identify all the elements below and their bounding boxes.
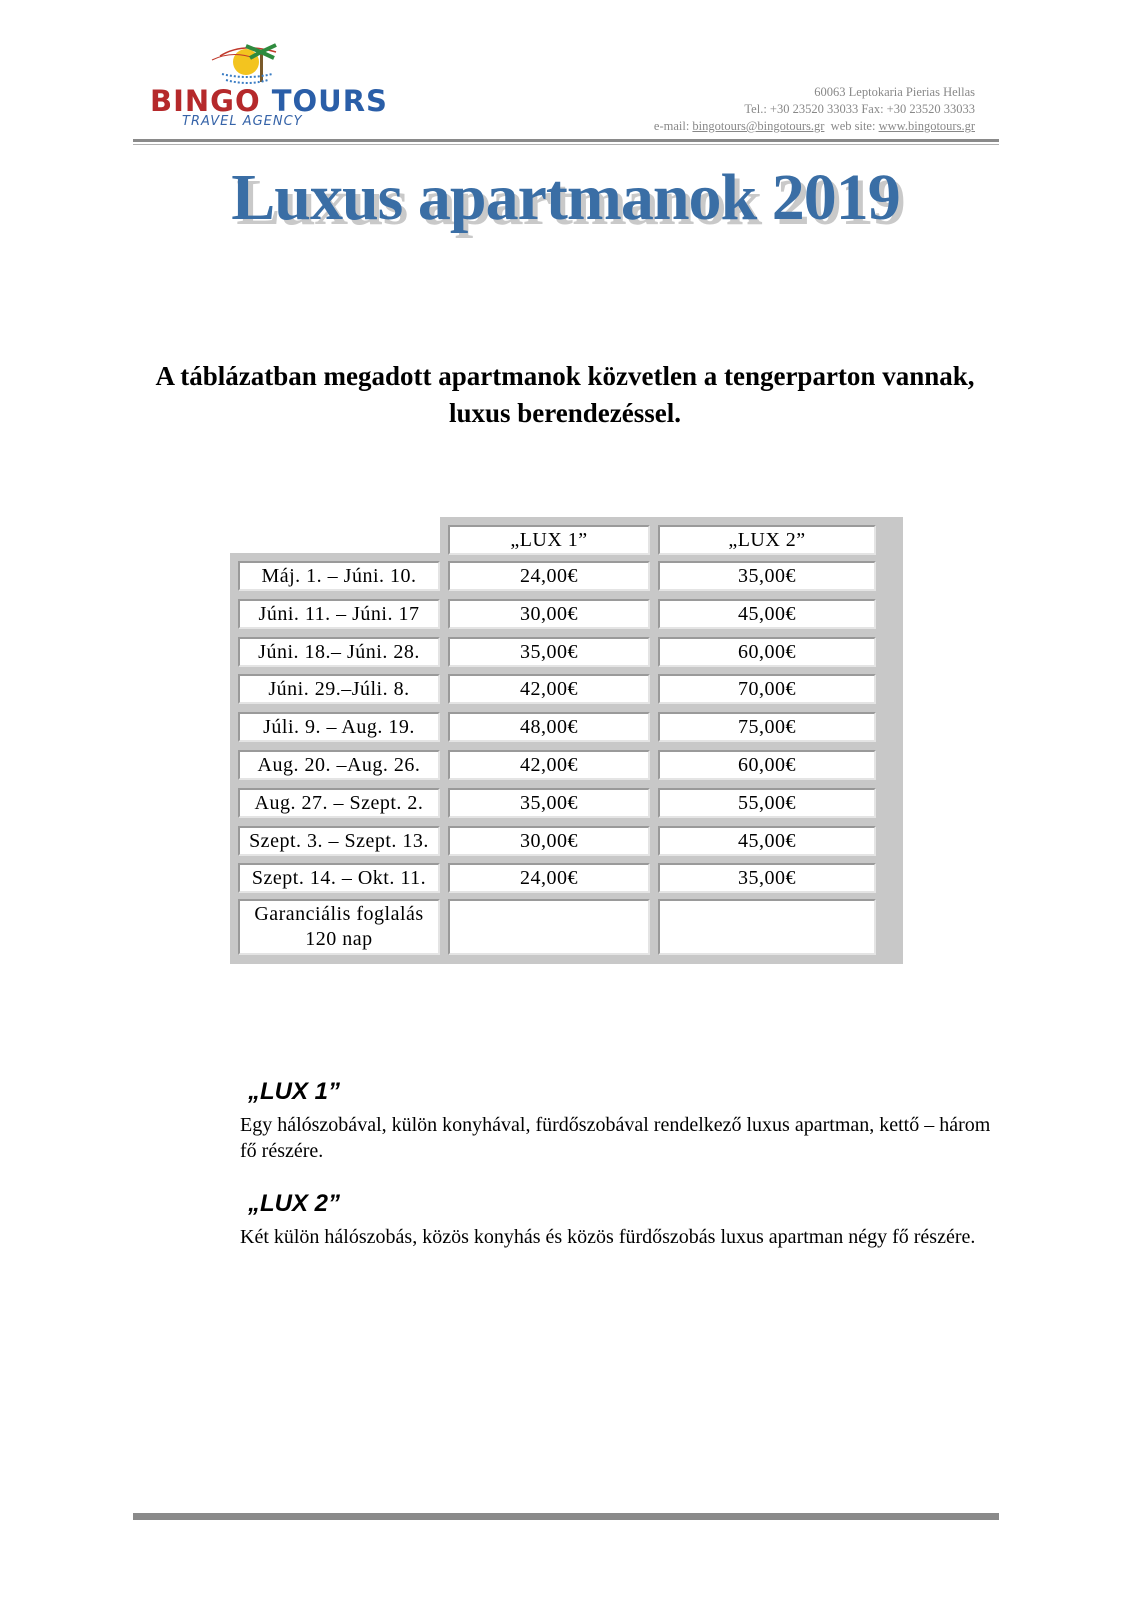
lux2-price-cell: 60,00€: [658, 750, 876, 780]
header-lux1: „LUX 1”: [448, 525, 650, 555]
lux2-price-cell: 55,00€: [658, 788, 876, 818]
lux2-description: Két külön hálószobás, közös konyhás és közös fürdőszobás luxus apartman négy fő részére.: [240, 1226, 976, 1248]
lux2-price-cell: 45,00€: [658, 826, 876, 856]
contact-block: [654, 84, 975, 135]
lux2-price-cell: 60,00€: [658, 637, 876, 667]
brand-part2: TOURS: [271, 84, 388, 118]
lux2-price-cell: 35,00€: [658, 863, 876, 893]
guarantee-lux1-cell: [448, 899, 650, 955]
brand-part1: BINGO: [150, 84, 261, 118]
intro-text: A táblázatban megadott apartmanok közvetlen a tengerparton vannak, luxus berendezéssel.: [155, 361, 975, 428]
period-cell: Júni. 11. – Júni. 17: [238, 599, 440, 629]
header-divider: [133, 139, 999, 142]
period-cell: Júni. 29.–Júli. 8.: [238, 674, 440, 704]
period-cell: Szept. 3. – Szept. 13.: [238, 826, 440, 856]
web-label: web site:: [830, 119, 876, 133]
period-cell: Aug. 20. –Aug. 26.: [238, 750, 440, 780]
lux1-price-cell: 24,00€: [448, 863, 650, 893]
lux2-price-cell: 45,00€: [658, 599, 876, 629]
email-label: e-mail:: [653, 119, 690, 133]
phone-fax: Tel.: +30 23520 33033 Fax: +30 23520 33033: [744, 102, 975, 116]
email-web-line: [654, 118, 975, 135]
period-cell: Aug. 27. – Szept. 2.: [238, 788, 440, 818]
guarantee-cell: [238, 899, 440, 955]
guarantee-days: 120 nap: [305, 928, 373, 950]
address: 60063 Leptokaria Pierias Hellas: [814, 85, 975, 99]
lux1-price-cell: 35,00€: [448, 788, 650, 818]
company-logo: [150, 40, 388, 135]
lux2-price-cell: 35,00€: [658, 561, 876, 591]
lux1-price-cell: 24,00€: [448, 561, 650, 591]
lux1-price-cell: 42,00€: [448, 674, 650, 704]
price-table: [230, 517, 903, 964]
lux1-price-cell: 30,00€: [448, 826, 650, 856]
brand-name: [150, 84, 388, 118]
lux1-price-cell: 42,00€: [448, 750, 650, 780]
page-title: Luxus apartmanok 2019: [231, 161, 900, 234]
lux1-price-cell: 30,00€: [448, 599, 650, 629]
lux1-description: Egy hálószobával, külön konyhával, fürdőszobával rendelkező luxus apartman, kettő – három fő részére.: [240, 1114, 991, 1162]
palm-sun-logo-icon: [202, 40, 292, 88]
footer-divider: [133, 1513, 999, 1520]
lux2-heading: „LUX 2”: [248, 1190, 341, 1217]
header-lux2: „LUX 2”: [658, 525, 876, 555]
lux2-price-cell: 70,00€: [658, 674, 876, 704]
period-cell: Szept. 14. – Okt. 11.: [238, 863, 440, 893]
lux1-price-cell: 48,00€: [448, 712, 650, 742]
period-cell: Máj. 1. – Júni. 10.: [238, 561, 440, 591]
email-link[interactable]: bingotours@bingotours.gr: [692, 119, 825, 133]
period-cell: Júli. 9. – Aug. 19.: [238, 712, 440, 742]
brand-subtitle: TRAVEL AGENCY: [182, 114, 303, 129]
lux2-price-cell: 75,00€: [658, 712, 876, 742]
web-link[interactable]: www.bingotours.gr: [878, 119, 975, 133]
period-cell: Júni. 18.– Júni. 28.: [238, 637, 440, 667]
lux1-heading: „LUX 1”: [248, 1078, 341, 1105]
guarantee-label: Garanciális foglalás: [254, 903, 424, 925]
guarantee-lux2-cell: [658, 899, 876, 955]
header-divider-thin: [133, 144, 999, 145]
lux1-price-cell: 35,00€: [448, 637, 650, 667]
